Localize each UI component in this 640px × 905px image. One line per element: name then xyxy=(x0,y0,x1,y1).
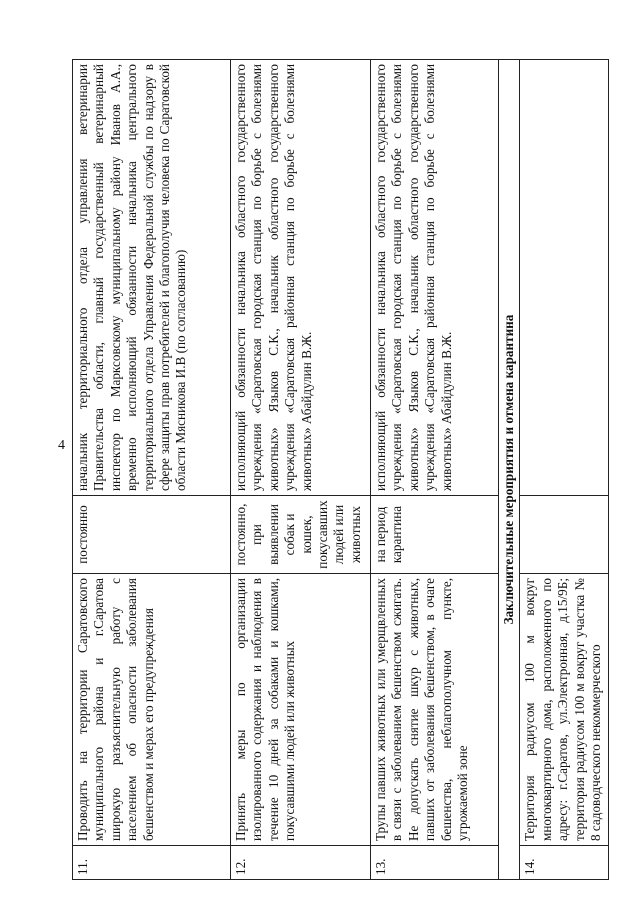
term-cell: постоянно xyxy=(73,496,231,574)
measure-cell: Трупы павших животных или умерщвленных в связи с заболеванием бешенством сжигать. Не допускать снятие шкур с животных, павших от заболевания бешенством, в очаге бешенства, неблагополучном пункте, угрожаемой зоне xyxy=(371,574,499,846)
measure-cell: Территория радиусом 100 м вокруг многоквартирного дома, расположенного по адресу: г.Саратов, ул.Электронная, д.15/9Б; территория радиусом 100 м вокруг участка № 8 садоводческого некоммерческого xyxy=(520,574,609,846)
responsible-cell: исполняющий обязанности начальника областного государственного учреждения «Саратовская городская станция по борьбе с болезнями животных» Языков С.К., начальник областного государственного учреждения «Саратовская районная станция по борьбе с болезнями животных» Абайдулин В.Ж. xyxy=(371,60,499,496)
table-row xyxy=(231,60,371,880)
table-row xyxy=(520,60,609,880)
row-number: 14. xyxy=(520,846,609,880)
term-cell: на период карантина xyxy=(371,496,499,574)
rotated-measures-table xyxy=(72,60,607,880)
row-number: 11. xyxy=(73,846,231,880)
page-number: 4 xyxy=(58,438,65,453)
measure-cell: Проводить на территории Саратовского муниципального района и г.Саратова широкую разъяснительную работу с населением об опасности заболевания бешенством и мерах его предупреждения xyxy=(73,574,231,846)
responsible-cell xyxy=(520,60,609,496)
measure-cell: Принять меры по организации изолированного содержания и наблюдения в течение 10 дней за собаками и кошками, покусавшими людей или животных xyxy=(231,574,371,846)
section-title: Заключительные мероприятия и отмена карантина xyxy=(499,60,520,880)
responsible-cell: начальник территориального отдела управления ветеринарии Правительства области, главный государственный ветеринарный инспектор по Марксовскому муниципальному району Иванов А.А., временно исполняющий обязанности начальника центрального территориального отдела Управления Федеральной службы по надзору в сфере защиты прав потребителей и благополучия человека по Саратовской области Мясникова И.В (по согласованию) xyxy=(73,60,231,496)
term-cell xyxy=(520,496,609,574)
table-row xyxy=(371,60,499,880)
row-number: 13. xyxy=(371,846,499,880)
responsible-cell: исполняющий обязанности начальника областного государственного учреждения «Саратовская городская станция по борьбе с болезнями животных» Языков С.К., начальник областного государственного учреждения «Саратовская районная станция по борьбе с болезнями животных» Абайдулин В.Ж. xyxy=(231,60,371,496)
table-row xyxy=(73,60,231,880)
term-cell: постоянно, при выявлении собак и кошек, покусавших людей или животных xyxy=(231,496,371,574)
measures-table xyxy=(72,59,609,880)
section-row xyxy=(499,60,520,880)
row-number: 12. xyxy=(231,846,371,880)
